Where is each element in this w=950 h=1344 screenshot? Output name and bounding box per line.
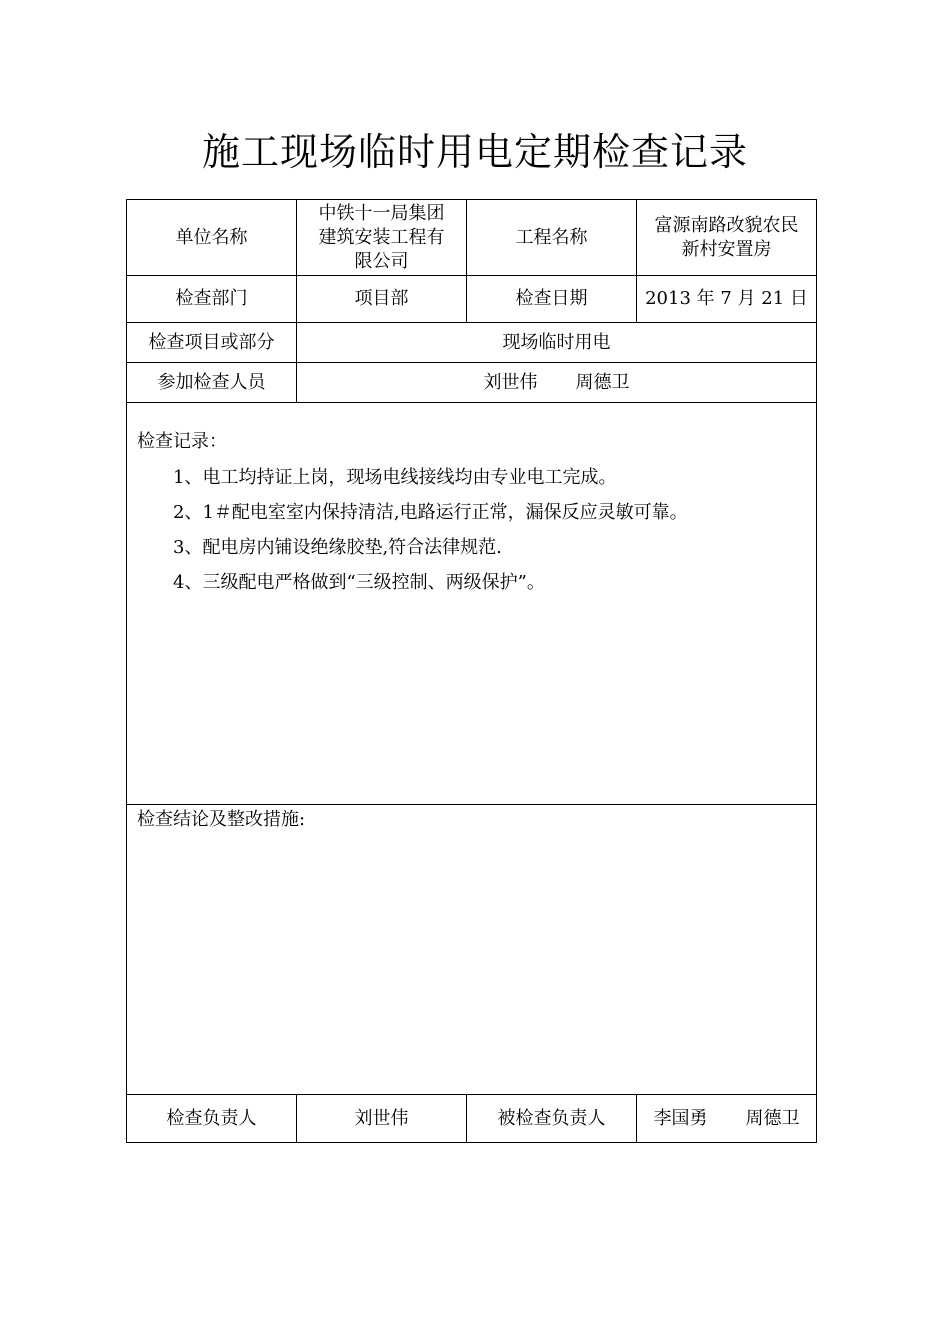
inspectee-value [637,1095,817,1143]
participants-value [297,363,817,403]
row-inspection-item [127,323,817,363]
project-name-line: 新村安置房 [681,238,772,260]
record-item: 4、三级配电严格做到“三级控制、两级保护”。 [173,572,545,593]
unit-name-label: 单位名称 [127,200,297,276]
project-name-label: 工程名称 [467,200,637,276]
participants-label: 参加检查人员 [127,363,297,403]
conclusion-heading: 检查结论及整改措施: [137,809,306,830]
inspection-item-label: 检查项目或部分 [127,323,297,363]
record-heading: 检查记录： [137,431,227,452]
participant-name: 周德卫 [575,371,630,393]
record-block [127,403,817,805]
project-name-value [637,200,817,276]
record-item: 3、配电房内铺设绝缘胶垫,符合法律规范. [173,537,502,558]
document-title: 施工现场临时用电定期检查记录 [201,130,748,174]
unit-name-line: 限公司 [354,250,409,272]
date-value: 2013 年 7 月 21 日 [637,276,817,323]
dept-value: 项目部 [297,276,467,323]
row-conclusion [127,805,817,1095]
inspector-value: 刘世伟 [297,1095,467,1143]
unit-name-value [297,200,467,276]
inspection-record-table [126,199,817,1143]
dept-label: 检查部门 [127,276,297,323]
unit-name-line: 中铁十一局集团 [318,202,445,224]
unit-name-line: 建筑安装工程有 [318,226,445,248]
inspectee-name: 李国勇 [653,1107,708,1129]
record-item: 2、1＃配电室室内保持清洁,电路运行正常，漏保反应灵敏可靠。 [173,502,688,523]
inspector-label: 检查负责人 [127,1095,297,1143]
participant-name: 刘世伟 [483,371,538,393]
record-list [137,465,806,596]
row-signoff [127,1095,817,1143]
inspectee-name: 周德卫 [745,1107,800,1129]
inspectee-label: 被检查负责人 [467,1095,637,1143]
inspection-item-value: 现场临时用电 [297,323,817,363]
row-record [127,403,817,805]
date-label: 检查日期 [467,276,637,323]
conclusion-block [127,805,817,1095]
record-item: 1、电工均持证上岗，现场电线接线均由专业电工完成。 [173,467,617,488]
project-name-line: 富源南路改貌农民 [654,214,799,236]
row-participants [127,363,817,403]
row-unit-project [127,200,817,276]
row-dept-date [127,276,817,323]
